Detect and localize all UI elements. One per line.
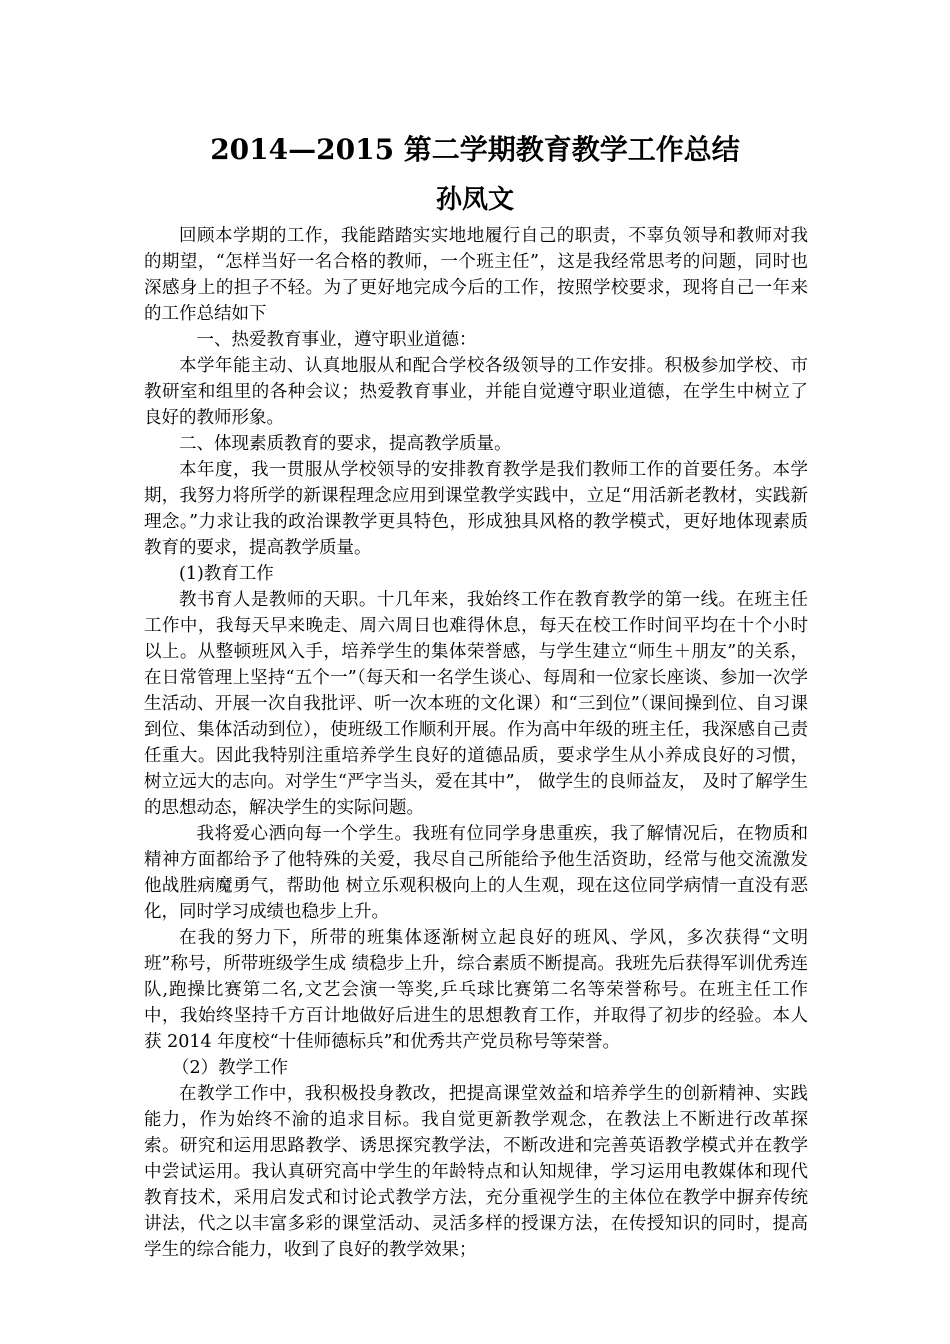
paragraph-education: 教书育人是教师的天职。十几年来，我始终工作在教育教学的第一线。在班主任工作中，我每天早来晚走、周六周日也难得休息，每天在校工作时间平均在十个小时以上。从整顿班风入手，培养学生的集体荣誉感，与学生建立“师生＋朋友”的关系，在日常管理上坚持“五个一”（每天和一名学生谈心、每周和一位家长座谈、参加一次学生活动、开展一次自我批评、听一次本班的文化课）和“三到位”（课间操到位、自习课到位、集体活动到位），使班级工作顺利开展。作为高中年级的班主任，我深感自己责任重大。因此我特别注重培养学生良好的道德品质，要求学生从小养成良好的习惯，树立远大的志向。对学生“严字当头，爱在其中”， 做学生的良师益友， 及时了解学生的思想动态，解决学生的实际问题。 (144, 590, 808, 818)
document-title: 2014—2015 第二学期教育教学工作总结 (210, 133, 740, 166)
paragraph-ethics: 本学年能主动、认真地服从和配合学校各级领导的工作安排。积极参加学校、市教研室和组里的各种会议；热爱教育事业，并能自觉遵守职业道德，在学生中树立了良好的教师形象。 (144, 356, 808, 428)
paragraph-achievements: 在我的努力下，所带的班集体逐渐树立起良好的班风、学风，多次获得“文明班”称号，所带班级学生成 绩稳步上升，综合素质不断提高。我班先后获得军训优秀连队,跑操比赛第二名,文艺会演一等奖,乒乓球比赛第二名等荣誉称号。在班主任工作中，我始终坚持千方百计地做好后进生的思想教育工作，并取得了初步的经验。本人获 2014 年度校“十佳师德标兵”和优秀共产党员称号等荣誉。 (144, 928, 808, 1052)
subsection-heading-education: (1)教育工作 (179, 564, 274, 584)
paragraph-intro: 回顾本学期的工作，我能踏踏实实地地履行自己的职责，不辜负领导和教师对我的期望，“怎样当好一名合格的教师，一个班主任”，这是我经常思考的问题，同时也深感身上的担子不轻。为了更好地完成今后的工作，按照学校要求，现将自己一年来的工作总结如下 (144, 226, 808, 324)
document-body (144, 223, 808, 1263)
document-author: 孙凤文 (435, 185, 514, 215)
paragraph-care: 我将爱心洒向每一个学生。我班有位同学身患重疾，我了解情况后，在物质和精神方面都给予了他特殊的关爱，我尽自己所能给予他生活资助，经常与他交流激发他战胜病魔勇气，帮助他 树立乐观积极向上的人生观，现在这位同学病情一直没有恶化，同时学习成绩也稳步上升。 (144, 824, 808, 922)
section-heading-2: 二、体现素质教育的要求，提高教学质量。 (179, 434, 512, 454)
paragraph-teaching: 在教学工作中，我积极投身教改，把提高课堂效益和培养学生的创新精神、实践能力，作为始终不渝的追求目标。我自觉更新教学观念，在教法上不断进行改革探索。研究和运用思路教学、诱思探究教学法，不断改进和完善英语教学模式并在教学中尝试运用。我认真研究高中学生的年龄特点和认知规律，学习运用电教媒体和现代教育技术，采用启发式和讨论式教学方法，充分重视学生的主体位在教学中摒弃传统讲法，代之以丰富多彩的课堂活动、灵活多样的授课方法，在传授知识的同时，提高学生的综合能力，收到了良好的教学效果； (144, 1084, 808, 1260)
section-heading-1: 一、热爱教育事业，遵守职业道德： (196, 330, 477, 350)
paragraph-quality: 本年度，我一贯服从学校领导的安排教育教学是我们教师工作的首要任务。本学期，我努力将所学的新课程理念应用到课堂教学实践中，立足“用活新老教材，实践新理念。”力求让我的政治课教学更具特色，形成独具风格的教学模式，更好地体现素质教育的要求，提高教学质量。 (144, 460, 808, 558)
subsection-heading-teaching: （2）教学工作 (172, 1058, 289, 1078)
